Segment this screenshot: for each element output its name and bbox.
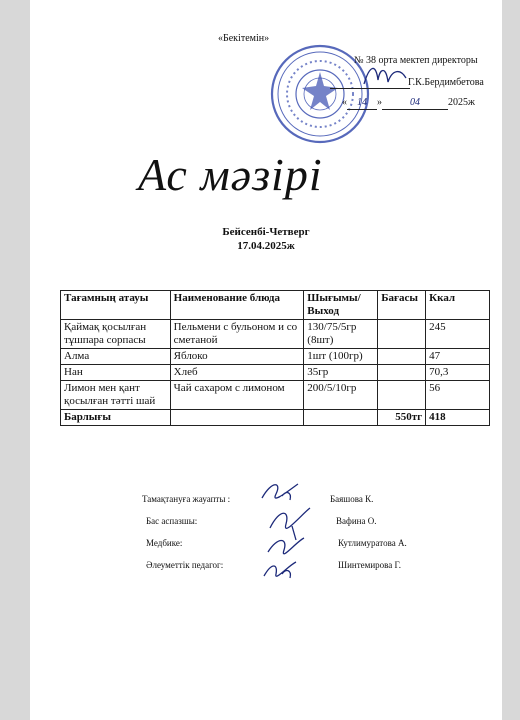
cell: Алма (61, 349, 171, 365)
cell: 56 (426, 381, 490, 410)
cell: 1шт (100гр) (304, 349, 378, 365)
date-year: 2025ж (448, 97, 475, 108)
approval-heading: «Бекітемін» (218, 33, 270, 44)
cell: Қаймақ қосылған тұшпара сорпасы (61, 320, 171, 349)
cell (304, 410, 378, 426)
cell: 245 (426, 320, 490, 349)
signature-role-chef: Бас аспазшы: (146, 516, 198, 526)
date-close-quote: » (377, 97, 382, 108)
approval-date (342, 97, 475, 110)
total-kcal: 418 (426, 410, 490, 426)
signature-role-nurse: Медбике: (146, 538, 183, 548)
director-name: Г.К.Бердимбетова (408, 77, 484, 88)
signature-role-social-pedagogue: Әлеуметтік педагог: (146, 560, 224, 570)
table-row (61, 365, 490, 381)
cell: 47 (426, 349, 490, 365)
cell (378, 349, 426, 365)
menu-date: 17.04.2025ж (237, 240, 295, 252)
cell: Хлеб (170, 365, 304, 381)
cell: 35гр (304, 365, 378, 381)
table-row (61, 349, 490, 365)
cell: 70,3 (426, 365, 490, 381)
date-day: 14 (347, 97, 377, 110)
header-dish-ru: Наименование блюда (170, 291, 304, 320)
table-row (61, 320, 490, 349)
date-month: 04 (382, 97, 448, 110)
header-kcal: Ккал (426, 291, 490, 320)
handwritten-signatures (252, 478, 332, 582)
cell (170, 410, 304, 426)
signature-name-social-pedagogue: Шинтемирова Г. (338, 560, 401, 570)
table-total-row (61, 410, 490, 426)
weekday-label: Бейсенбі-Четверг (222, 226, 310, 238)
cell: Лимон мен қант қосылған тәтті шай (61, 381, 171, 410)
cell (378, 320, 426, 349)
cell: 130/75/5гр (8шт) (304, 320, 378, 349)
header-output: Шығымы/ Выход (304, 291, 378, 320)
header-dish-kk: Тағамның атауы (61, 291, 171, 320)
director-title: № 38 орта мектеп директоры (354, 55, 478, 66)
table-header-row (61, 291, 490, 320)
cell: Яблоко (170, 349, 304, 365)
menu-table (60, 290, 490, 426)
page-title: Ас мәзірі (138, 149, 323, 200)
cell (378, 365, 426, 381)
date-open-quote: « (342, 97, 347, 108)
document-page (30, 0, 502, 720)
signature-role-responsible: Тамақтануға жауапты : (142, 494, 231, 504)
cell: Нан (61, 365, 171, 381)
total-label: Барлығы (61, 410, 171, 426)
cell: Чай сахаром с лимоном (170, 381, 304, 410)
signature-name-nurse: Кутлимуратова А. (338, 538, 407, 548)
director-handwritten-signature (360, 60, 410, 90)
cell (378, 381, 426, 410)
cell: Пельмени с бульоном и со сметаной (170, 320, 304, 349)
signature-name-responsible: Баяшова К. (330, 494, 374, 504)
header-price: Бағасы (378, 291, 426, 320)
total-price: 550тг (378, 410, 426, 426)
signature-name-chef: Вафина О. (336, 516, 377, 526)
table-row (61, 381, 490, 410)
cell: 200/5/10гр (304, 381, 378, 410)
